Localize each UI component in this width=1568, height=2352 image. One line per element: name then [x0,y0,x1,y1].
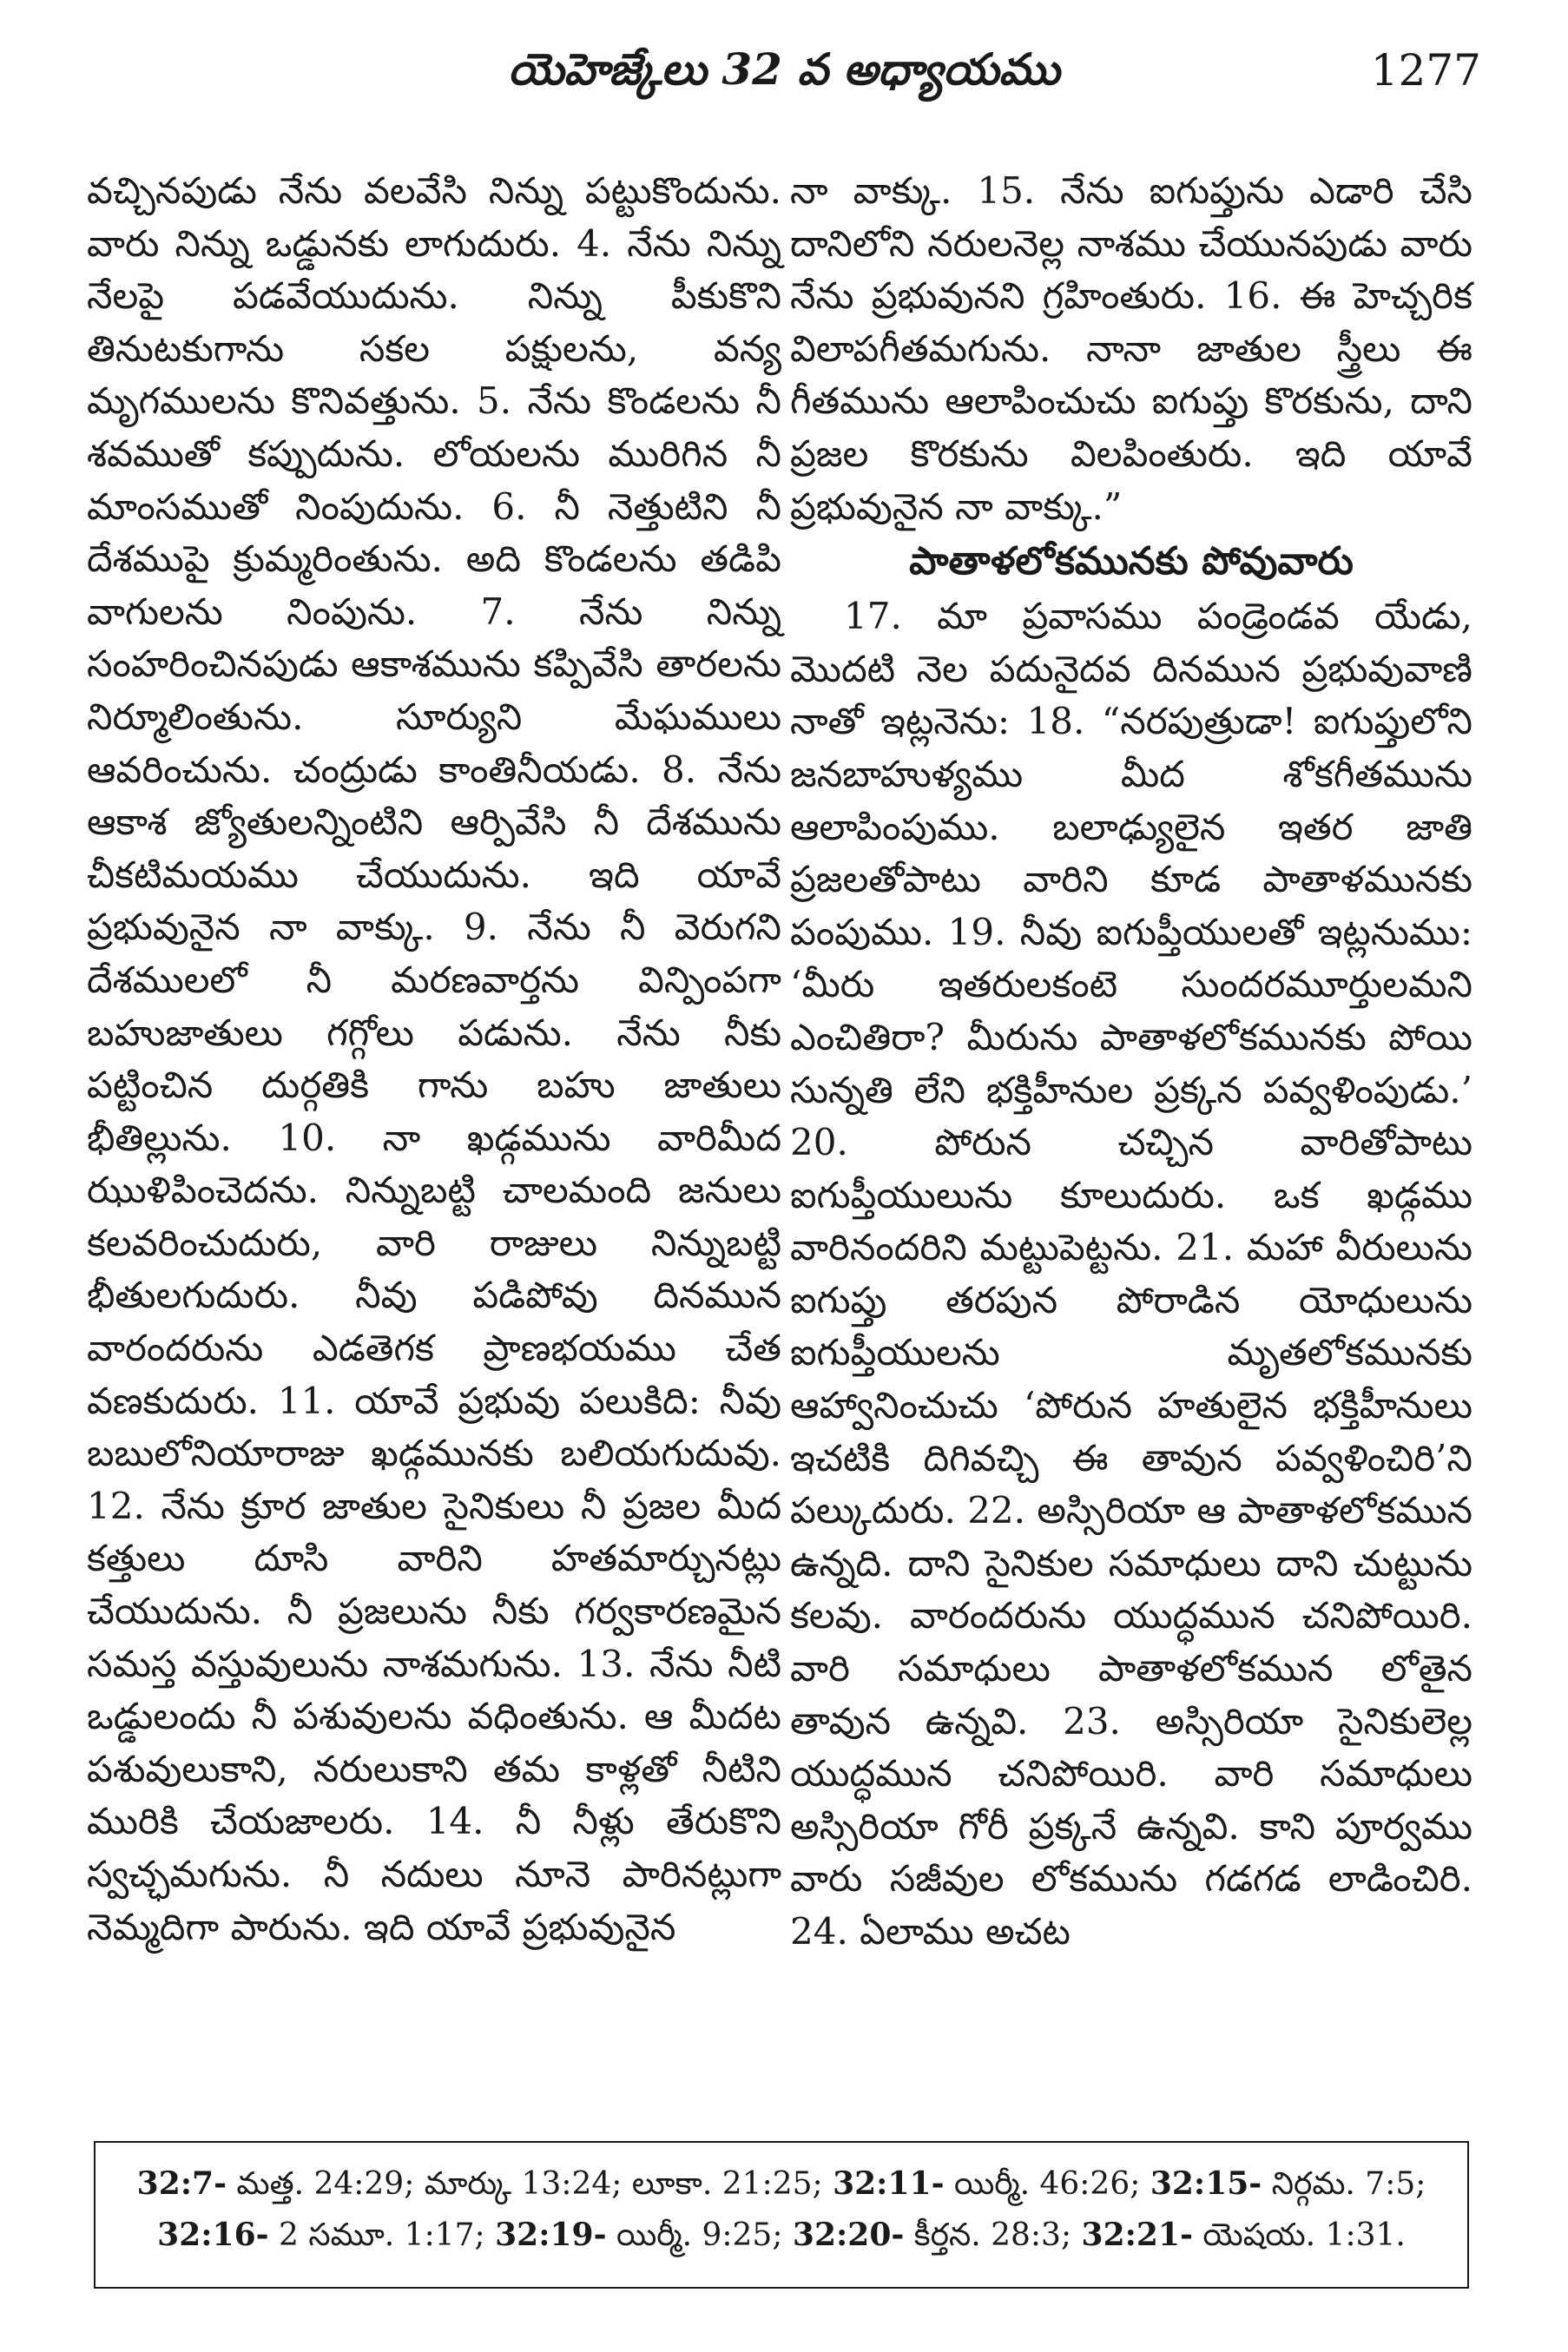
footnote-text: నిర్గమ. 7:5; [1262,2166,1426,2202]
footnote-ref: 32:19- [495,2217,607,2253]
left-column-text: వచ్చినపుడు నేను వలవేసి నిన్ను పట్టుకొందును. వారు నిన్ను ఒడ్డునకు లాగుదురు. 4. నేను నిన్ను నేలపై పడవేయుదును. నిన్ను పీకుకొని తినుటకుగాను సకల పక్షులను, వన్య మృగములను కొనివత్తును. 5. నేను కొండలను నీ శవముతో కప్పుదును. లోయలను మురిగిన నీ మాంసముతో నింపుదును. 6. నీ నెత్తుటిని నీ దేశముపై క్రుమ్మరింతును. అది కొండలను తడిపి వాగులను నింపును. 7. నేను నిన్ను సంహరించినపుడు ఆకాశమును కప్పివేసి తారలను నిర్మూలింతును. సూర్యుని మేఘములు ఆవరించును. చంద్రుడు కాంతినీయడు. 8. నేను ఆకాశ జ్యోతులన్నింటిని ఆర్పివేసి నీ దేశమును చీకటిమయము చేయుదును. ఇది యావే ప్రభువునైన నా వాక్కు. 9. నేను నీ వెరుగని దేశములలో నీ మరణవార్తను విన్పింపగా బహుజాతులు గగ్గోలు పడును. నేను నీకు పట్టించిన దుర్గతికి గాను బహు జాతులు భీతిల్లును. 10. నా ఖడ్గమును వారిమీద ఝుళిపించెదను. నిన్నుబట్టి చాలమంది జనులు కలవరించుదురు, వారి రాజులు నిన్నుబట్టి భీతులగుదురు. నీవు పడిపోవు దినమున వారందరును ఎడతెగక ప్రాణభయము చేత వణకుదురు. 11. యావే ప్రభువు పలుకిది: నీవు బబులోనియారాజు ఖడ్గమునకు బలియగుదువు. 12. నేను క్రూర జాతుల సైనికులు నీ ప్రజల మీద కత్తులు దూసి వారిని హతమార్చునట్లు చేయుదును. నీ ప్రజలును నీకు గర్వకారణమైన సమస్త వస్తువులును నాశమగును. 13. నేను నీటి ఒడ్డులందు నీ పశువులను వధింతును. ఆ మీదట పశువులుకాని, నరులుకాని తమ కాళ్లతో నీటిని మురికి చేయజాలరు. 14. నీ నీళ్లు తేరుకొని స్వచ్ఛమగును. నీ నదులు నూనె పారినట్లుగా నెమ్మదిగా పారును. ఇది యావే ప్రభువునైన [87,169,781,1948]
right-column-paragraph-2: 17. మా ప్రవాసము పండ్రెండవ యేడు, మొదటి నెల పదునైదవ దినమున ప్రభువువాణి నాతో ఇట్లనెను: 18. “నరపుత్రుడా! ఐగుప్తులోని జనబాహుళ్యము మీద శోకగీతమును ఆలాపింపుము. బలాఢ్యులైన ఇతర జాతి ప్రజలతోపాటు వారిని కూడ పాతాళమునకు పంపుము. 19. నీవు ఐగుప్తీయులతో ఇట్లనుము: ‘మీరు ఇతరులకంటె సుందరమూర్తులమని ఎంచితిరా? మీరును పాతాళలోకమునకు పోయి సున్నతి లేని భక్తిహీనుల ప్రక్కన పవ్వళింపుడు.’ 20. పోరున చచ్చిన వారితోపాటు ఐగుప్తీయులును కూలుదురు. ఒక ఖడ్గము వారినందరిని మట్టుపెట్టను. 21. మహా వీరులును ఐగుప్తు తరపున పోరాడిన యోధులును ఐగుప్తీయులను మృతలోకమునకు ఆహ్వానించుచు ‘పోరున హతులైన భక్తిహీనులు ఇచటికి దిగివచ్చి ఈ తావున పవ్వళించిరి’ని పల్కుదురు. 22. అస్సిరియా ఆ పాతాళలోకమున ఉన్నది. దాని సైనికుల సమాధులు దాని చుట్టును కలవు. వారందరును యుద్ధమున చనిపోయిరి. వారి సమాధులు పాతాళలోకమున లోతైన తావున ఉన్నవి. 23. అస్సిరియా సైనికులెల్ల యుద్ధమున చనిపోయిరి. వారి సమాధులు అస్సిరియా గోరీ ప్రక్కనే ఉన్నవి. కాని పూర్వము వారు సజీవుల లోకమును గడగడ లాడించిరి. 24. ఏలాము అచట [790,595,1472,1953]
footnote-ref: 32:21- [1081,2217,1193,2253]
footnote-ref: 32:16- [157,2217,269,2253]
left-column [87,165,781,1953]
footnote-text: యిర్మీ. 9:25; [606,2217,793,2253]
footnote-text: మత్త. 24:29; మార్కు 13:24; లూకా. 21:25; [227,2166,833,2202]
page-header [87,35,1481,113]
right-column [790,165,1472,1959]
section-heading: పాతాళలోకమునకు పోవువారు [909,539,1354,584]
page-number: 1277 [1370,45,1481,96]
footnote-ref: 32:15- [1150,2165,1262,2202]
footnote-text: కీర్తన. 28:3; [904,2217,1082,2253]
footnote-ref: 32:7- [136,2165,227,2202]
right-column-paragraph-1: నా వాక్కు. 15. నేను ఐగుప్తును ఎడారి చేసి దానిలోని నరులనెల్ల నాశము చేయునపుడు వారు నేను ప్రభువునని గ్రహింతురు. 16. ఈ హెచ్చరిక విలాపగీతమగును. నానా జాతుల స్త్రీలు ఈ గీతమును ఆలాపించుచు ఐగుప్తు కొరకును, దాని ప్రజల కొరకును విలపింతురు. ఇది యావే ప్రభువునైన నా వాక్కు.” [790,169,1472,528]
chapter-title: యెహెజ్కేలు 32 వ అధ్యాయము [508,43,1060,95]
cross-reference-box [94,2141,1469,2289]
footnote-line-2 [96,2210,1467,2261]
footnote-ref: 32:11- [833,2165,945,2202]
footnote-text: యిర్మీ. 46:26; [944,2166,1150,2202]
footnote-text: 2 సమూ. 1:17; [268,2217,496,2253]
footnote-text: యెషయ. 1:31. [1192,2217,1406,2253]
footnote-line-1 [96,2158,1467,2210]
footnote-ref: 32:20- [792,2217,905,2253]
